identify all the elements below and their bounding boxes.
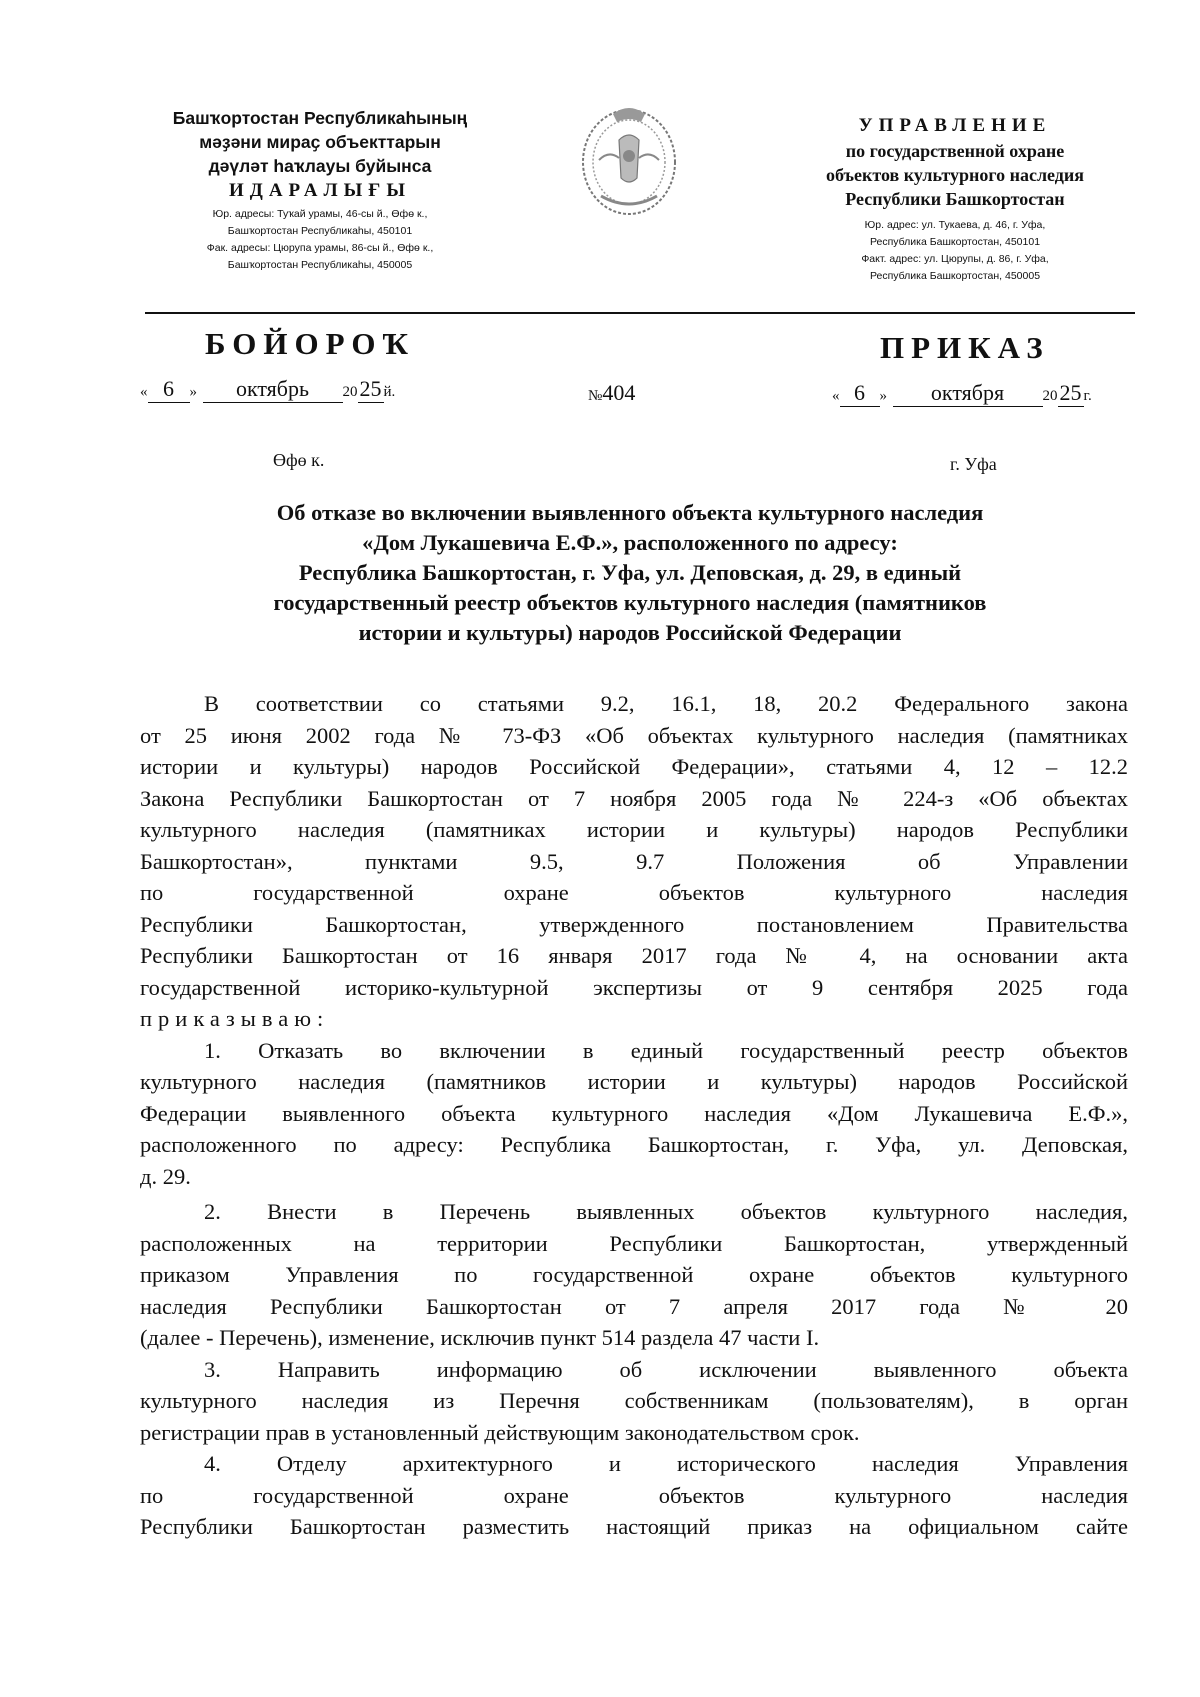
preamble (140, 688, 1128, 1035)
date-left (140, 376, 395, 403)
year-suffix: 25 (1059, 380, 1082, 405)
address-line: Юр. адресы: Туҡай урамы, 46-сы й., Өфө к., (212, 208, 428, 220)
date-day: 6 (148, 376, 190, 403)
preamble-line: Башкортостан», пунктами 9.5, 9.7 Положения об Управлении (140, 848, 1128, 874)
preamble-line: Республики Башкортостан от 16 января 2017 года № 4, на основании акта (140, 943, 1128, 968)
item-line: (далее - Перечень), изменение, исключив пункт 514 раздела 47 части I. (140, 1325, 820, 1350)
order-number (588, 380, 635, 406)
header-right-line: объектов культурного наследия (825, 165, 1085, 185)
date-day: 6 (840, 380, 880, 407)
title-line: Об отказе во включении выявленного объекта культурного наследия (276, 500, 984, 525)
year-prefix: 20 (342, 384, 358, 400)
preamble-line: В соответствии со статьями 9.2, 16.1, 18, 20.2 Федерального закона (204, 691, 1128, 716)
address-line: Факт. адрес: ул. Цюрупы, д. 86, г. Уфа, (861, 253, 1049, 265)
item-line: 1. Отказать во включении в единый государственный реестр объектов (204, 1037, 1128, 1063)
quote-open: « (832, 388, 840, 404)
header-right (780, 113, 1130, 285)
item-line: регистрации прав в установленный действующим законодательством срок. (140, 1419, 860, 1445)
item-line: 3. Направить информацию об исключении выявленного объекта (204, 1356, 1128, 1382)
item-line: 2. Внести в Перечень выявленных объектов культурного наследия, (204, 1199, 1128, 1224)
title-line: истории и культуры) народов Российской Федерации (358, 620, 902, 645)
preamble-line: истории и культуры) народов Российской Федерации», статьями 4, 12 – 12.2 (140, 754, 1128, 779)
title-line: государственный реестр объектов культурного наследия (памятников (273, 590, 987, 615)
preamble-line: культурного наследия (памятниках истории и культуры) народов Республики (140, 817, 1128, 842)
address-line: Юр. адрес: ул. Тукаева, д. 46, г. Уфа, (864, 219, 1046, 231)
title-line: «Дом Лукашевича Е.Ф.», расположенного по адресу: (362, 530, 898, 555)
preamble-line: Республики Башкортостан, утвержденного постановлением Правительства (140, 911, 1128, 937)
item-line: по государственной охране объектов культурного наследия (140, 1482, 1128, 1508)
item-line: Республики Башкортостан разместить настоящий приказ на официальном сайте (140, 1514, 1128, 1539)
header-left (120, 106, 520, 274)
number-value: 404 (602, 380, 636, 405)
header-left-line: мәҙәни мираҫ объекттарын (199, 132, 441, 152)
header-left-line: Башҡортостан Республикаһының (172, 108, 468, 128)
coat-of-arms-icon (575, 100, 683, 220)
item-line: расположенных на территории Республики Башкортостан, утвержденный (140, 1230, 1128, 1256)
year-prefix: 20 (1042, 388, 1058, 404)
preamble-line: по государственной охране объектов культурного наследия (140, 880, 1128, 905)
address-line: Башҡортостан Республикаһы, 450005 (227, 259, 413, 271)
item-line: Федерации выявленного объекта культурного наследия «Дом Лукашевича Е.Ф.», (140, 1100, 1128, 1126)
header-right-agency: УПРАВЛЕНИЕ (858, 115, 1052, 136)
header-left-line: дәүләт һаҡлауы буйынса (208, 156, 432, 176)
year-word: г. (1083, 388, 1092, 404)
doc-type-bashkir: БОЙОРОҠ (205, 326, 416, 361)
document-body (140, 688, 1128, 1543)
date-right (832, 380, 1092, 407)
item-line: культурного наследия из Перечня собственникам (пользователям), в орган (140, 1388, 1128, 1413)
item-1 (140, 1035, 1128, 1193)
header-right-address (780, 217, 1130, 285)
address-line: Республика Башкортостан, 450005 (869, 270, 1041, 282)
address-line: Башҡортостан Республикаһы, 450101 (227, 225, 413, 237)
year-word: й. (383, 384, 396, 400)
item-line: 4. Отделу архитектурного и исторического наследия Управления (204, 1451, 1128, 1476)
item-3 (140, 1354, 1128, 1449)
date-month: октября (893, 380, 1043, 407)
item-line: расположенного по адресу: Республика Башкортостан, г. Уфа, ул. Деповская, (140, 1132, 1128, 1157)
document-title (180, 498, 1080, 648)
address-line: Фак. адресы: Цюрупа урамы, 86-сы й., Өфө к., (206, 242, 434, 254)
item-line: наследия Республики Башкортостан от 7 апреля 2017 года № 20 (140, 1293, 1128, 1319)
item-line: приказом Управления по государственной охране объектов культурного (140, 1262, 1128, 1287)
item-2 (140, 1196, 1128, 1354)
quote-close: » (879, 388, 887, 404)
item-line: д. 29. (140, 1163, 191, 1189)
item-4 (140, 1448, 1128, 1543)
preamble-line: государственной историко-культурной экспертизы от 9 сентября 2025 года (140, 974, 1128, 1000)
quote-close: » (189, 384, 197, 400)
header-left-agency: ИДАРАЛЫҒЫ (228, 180, 412, 201)
title-line: Республика Башкортостан, г. Уфа, ул. Деповская, д. 29, в единый (298, 560, 962, 585)
date-month: октябрь (203, 376, 343, 403)
quote-open: « (140, 384, 148, 400)
item-line: культурного наследия (памятников истории и культуры) народов Российской (140, 1069, 1128, 1094)
header-left-address (120, 206, 520, 274)
header-right-line: Республики Башкортостан (845, 189, 1065, 209)
header-right-line: по государственной охране (845, 141, 1065, 161)
city-russian: г. Уфа (950, 454, 997, 474)
preamble-line: от 25 июня 2002 года № 73-ФЗ «Об объектах культурного наследия (памятниках (140, 722, 1128, 748)
city-bashkir: Өфө к. (273, 450, 325, 470)
header-divider (145, 312, 1135, 314)
preamble-line: Закона Республики Башкортостан от 7 ноября 2005 года № 224-з «Об объектах (140, 785, 1128, 811)
address-line: Республика Башкортостан, 450101 (869, 236, 1041, 248)
number-sign: № (588, 388, 603, 404)
doc-type-russian: ПРИКАЗ (880, 330, 1050, 365)
year-suffix: 25 (359, 376, 382, 401)
order-word: приказываю: (140, 1006, 330, 1031)
